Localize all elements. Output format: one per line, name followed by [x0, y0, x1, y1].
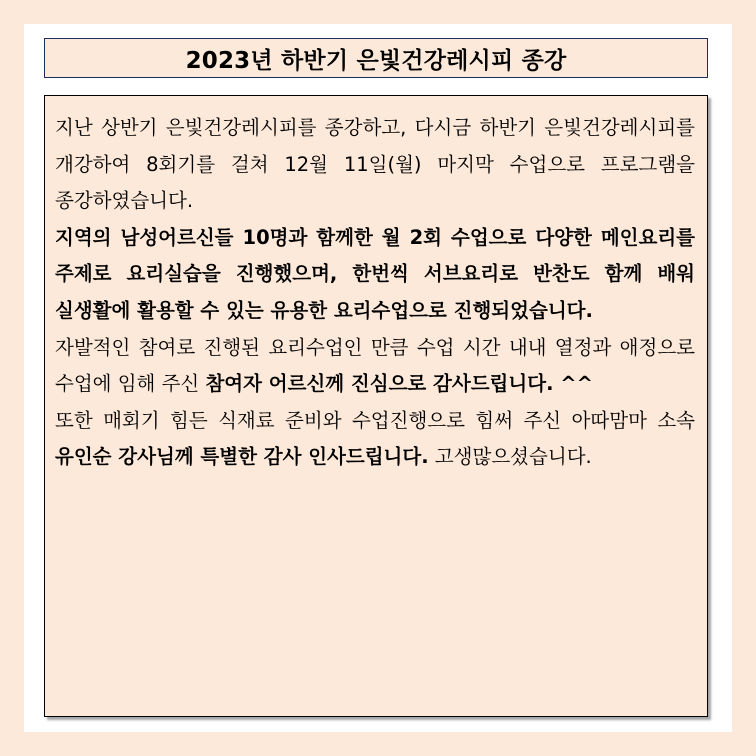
paragraph-instructor-tail: 고생많으셨습니다.: [428, 445, 592, 469]
paragraph-instructor-emph: 유인순 강사님께 특별한 감사 인사드립니다.: [55, 445, 429, 469]
paragraph-thanks-lead: 자발적인 참여로 진행된 요리수업인 만큼 수업 시간 내내 열정과 애정으로 수업에 임해 주신: [55, 335, 695, 396]
paragraph-program-text: 지역의 남성어르신들 10명과 함께한 월 2회 수업으로 다양한 메인요리를 주제로 요리실습을 진행했으며, 한번씩 서브요리로 반찬도 함께 배워 실생활에 활용할 수 있는 유용한 요리수업으로 진행되었습니다.: [55, 225, 695, 322]
paragraph-program: [55, 220, 695, 330]
notice-title: 2023년 하반기 은빛건강레시피 종강: [44, 38, 708, 78]
paragraph-instructor-lead: 또한 매회기 힘든 식재료 준비와 수업진행으로 힘써 주신 아따맘마 소속: [55, 408, 695, 432]
paragraph-thanks-emph: 참여자 어르신께 진심으로 감사드립니다. ^^: [205, 372, 593, 396]
paragraph-intro-text: 지난 상반기 은빛건강레시피를 종강하고, 다시금 하반기 은빛건강레시피를 개강하여 8회기를 걸쳐 12월 11일(월) 마지막 수업으로 프로그램을 종강하였습니다.: [55, 116, 695, 213]
notice-body: [44, 95, 708, 717]
paragraph-intro: [55, 110, 695, 220]
paragraph-thanks-instructor: [55, 403, 695, 476]
notice-page: [24, 24, 732, 732]
paragraph-thanks-participants: [55, 330, 695, 403]
